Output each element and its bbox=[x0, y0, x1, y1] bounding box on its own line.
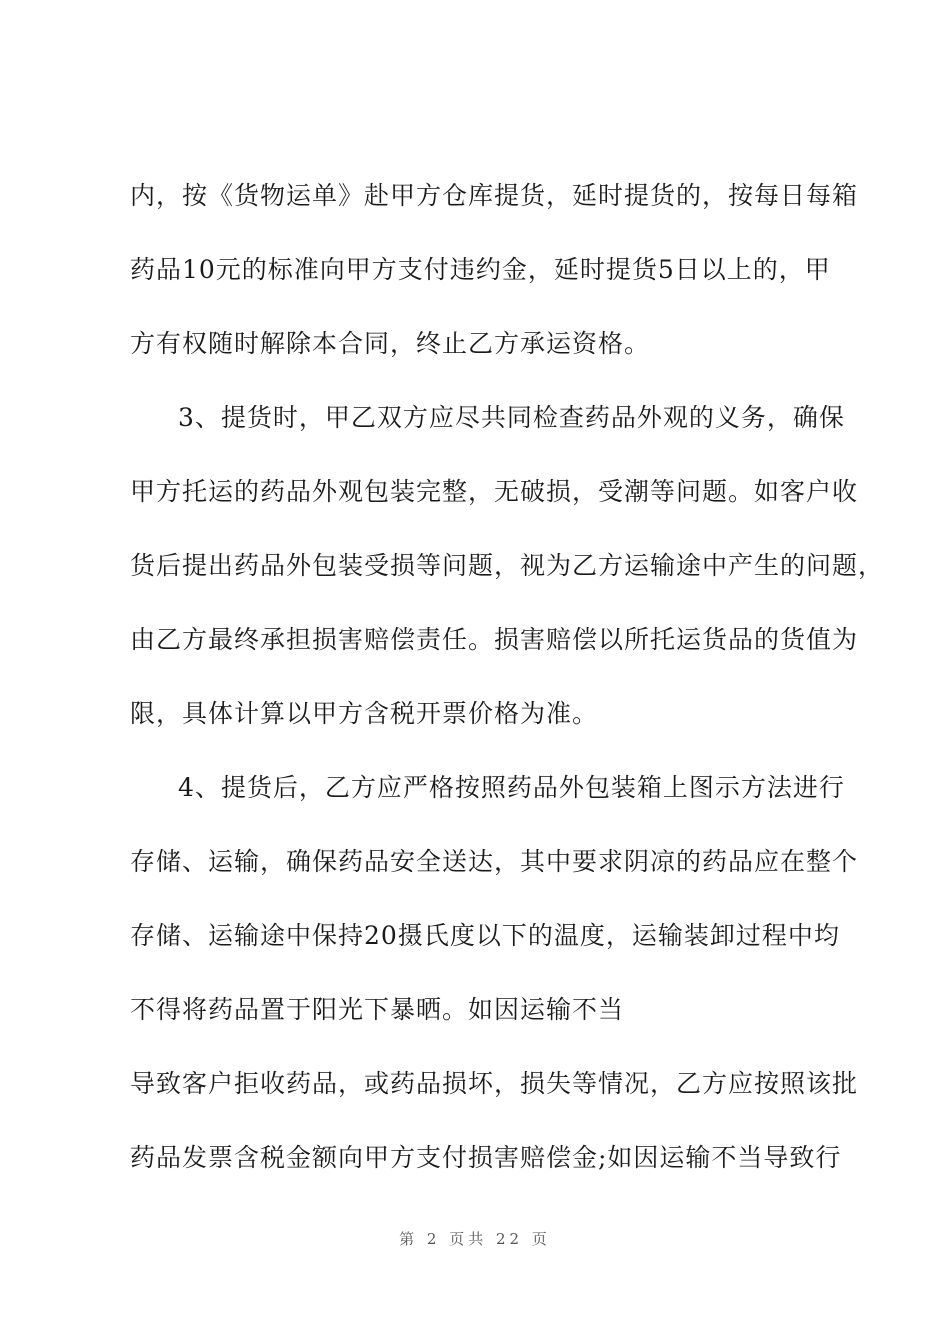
text-line: 货后提出药品外包装受损等问题，视为乙方运输途中产生的问题， bbox=[130, 551, 885, 580]
page-number-footer: 第 2 页共 22 页 bbox=[399, 1230, 551, 1248]
text-line: 导致客户拒收药品，或药品损坏，损失等情况，乙方应按照该批 bbox=[130, 1069, 859, 1098]
text-line: 药品10元的标准向甲方支付违约金，延时提货5日以上的，甲 bbox=[130, 255, 831, 284]
text-line: 不得将药品置于阳光下暴晒。如因运输不当 bbox=[130, 995, 625, 1024]
text-line: 存储、运输，确保药品安全送达，其中要求阴凉的药品应在整个 bbox=[130, 847, 859, 876]
text-line: 方有权随时解除本合同，终止乙方承运资格。 bbox=[130, 329, 651, 358]
text-line: 甲方托运的药品外观包装完整，无破损，受潮等问题。如客户收 bbox=[130, 477, 859, 506]
paragraph-start-line: 3、提货时，甲乙双方应尽共同检查药品外观的义务，确保 bbox=[178, 403, 845, 432]
text-line: 由乙方最终承担损害赔偿责任。损害赔偿以所托运货品的货值为 bbox=[130, 625, 859, 654]
paragraph-start-line: 4、提货后，乙方应严格按照药品外包装箱上图示方法进行 bbox=[178, 773, 845, 802]
text-line: 药品发票含税金额向甲方支付损害赔偿金;如因运输不当导致行 bbox=[130, 1143, 842, 1172]
text-line: 内，按《货物运单》赴甲方仓库提货，延时提货的，按每日每箱 bbox=[130, 181, 859, 210]
text-line: 存储、运输途中保持20摄氏度以下的温度，运输装卸过程中均 bbox=[130, 921, 840, 950]
text-line: 限，具体计算以甲方含税开票价格为准。 bbox=[130, 699, 599, 728]
